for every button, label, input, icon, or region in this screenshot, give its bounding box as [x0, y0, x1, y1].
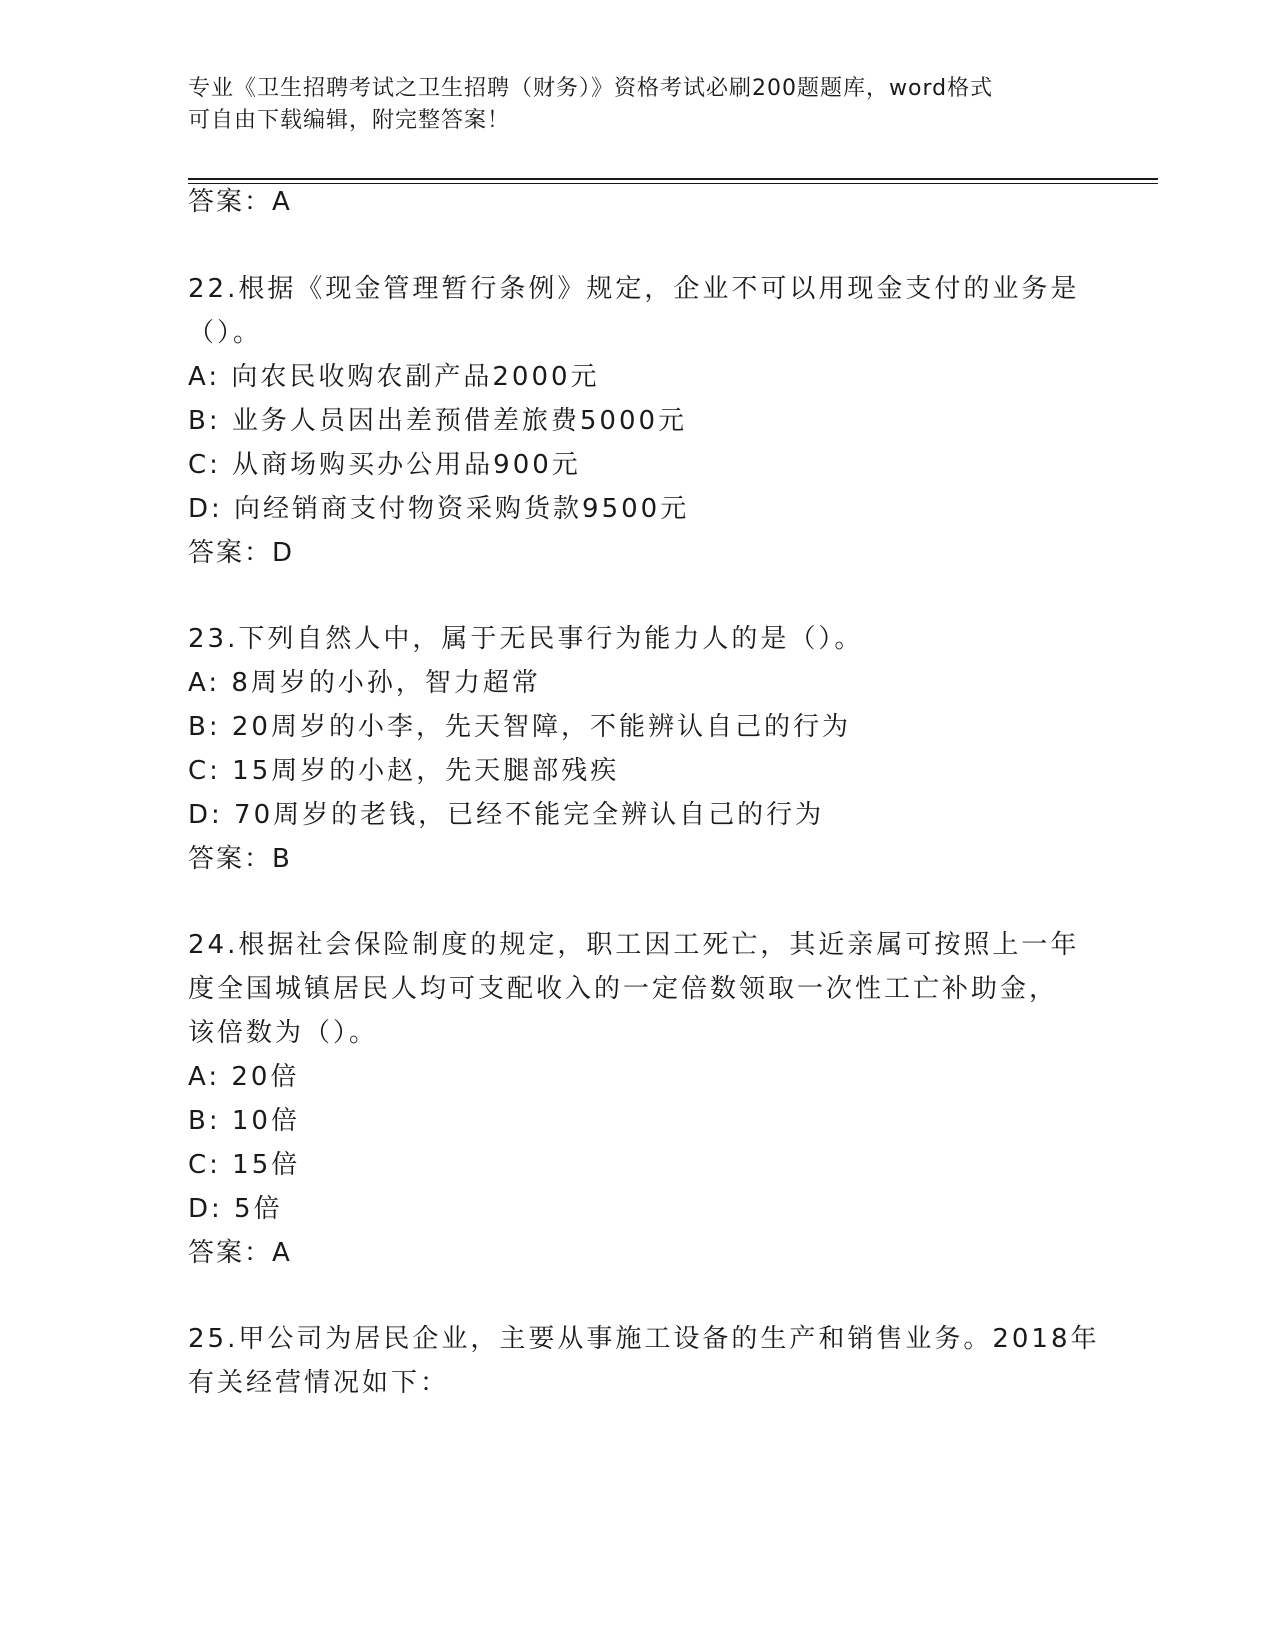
question-24-option-c: C: 15倍 — [188, 1150, 301, 1180]
question-23-option-d: D: 70周岁的老钱，已经不能完全辨认自己的行为 — [188, 800, 825, 830]
question-23-text: 23.下列自然人中，属于无民事行为能力人的是（）。 — [188, 624, 864, 654]
header-divider-thin — [188, 183, 1158, 184]
question-25-text-cont: 有关经营情况如下： — [188, 1368, 450, 1398]
question-24-option-d: D: 5倍 — [188, 1194, 283, 1224]
question-23-option-c: C: 15周岁的小赵，先天腿部残疾 — [188, 756, 620, 786]
header-line-1: 专业《卫生招聘考试之卫生招聘（财务）》资格考试必刷200题题库，word格式 — [188, 76, 994, 101]
question-24-option-a: A: 20倍 — [188, 1062, 300, 1092]
question-24-option-b: B: 10倍 — [188, 1106, 300, 1136]
answer-21: 答案：A — [188, 187, 292, 217]
question-22-option-d: D: 向经销商支付物资采购货款9500元 — [188, 494, 690, 524]
document-header — [188, 73, 1068, 137]
header-divider-thick — [188, 178, 1158, 180]
question-24-text: 24.根据社会保险制度的规定，职工因工死亡，其近亲属可按照上一年 — [188, 930, 1080, 960]
question-23-option-a: A: 8周岁的小孙，智力超常 — [188, 668, 541, 698]
question-23-answer: 答案：B — [188, 844, 292, 874]
question-22-text-cont: （）。 — [188, 318, 263, 348]
question-22-option-a: A: 向农民收购农副产品2000元 — [188, 362, 600, 392]
question-24-answer: 答案：A — [188, 1238, 292, 1268]
question-25-text: 25.甲公司为居民企业，主要从事施工设备的生产和销售业务。2018年 — [188, 1324, 1100, 1354]
question-24-text-cont-2: 该倍数为（）。 — [188, 1018, 379, 1048]
header-line-2: 可自由下载编辑，附完整答案！ — [188, 108, 511, 133]
question-22-option-c: C: 从商场购买办公用品900元 — [188, 450, 581, 480]
question-23-option-b: B: 20周岁的小李，先天智障，不能辨认自己的行为 — [188, 712, 851, 742]
question-22-answer: 答案：D — [188, 538, 295, 568]
question-22-option-b: B: 业务人员因出差预借差旅费5000元 — [188, 406, 688, 436]
question-24-text-cont-1: 度全国城镇居民人均可支配收入的一定倍数领取一次性工亡补助金， — [188, 974, 1059, 1004]
question-22-text: 22.根据《现金管理暂行条例》规定，企业不可以用现金支付的业务是 — [188, 274, 1080, 304]
